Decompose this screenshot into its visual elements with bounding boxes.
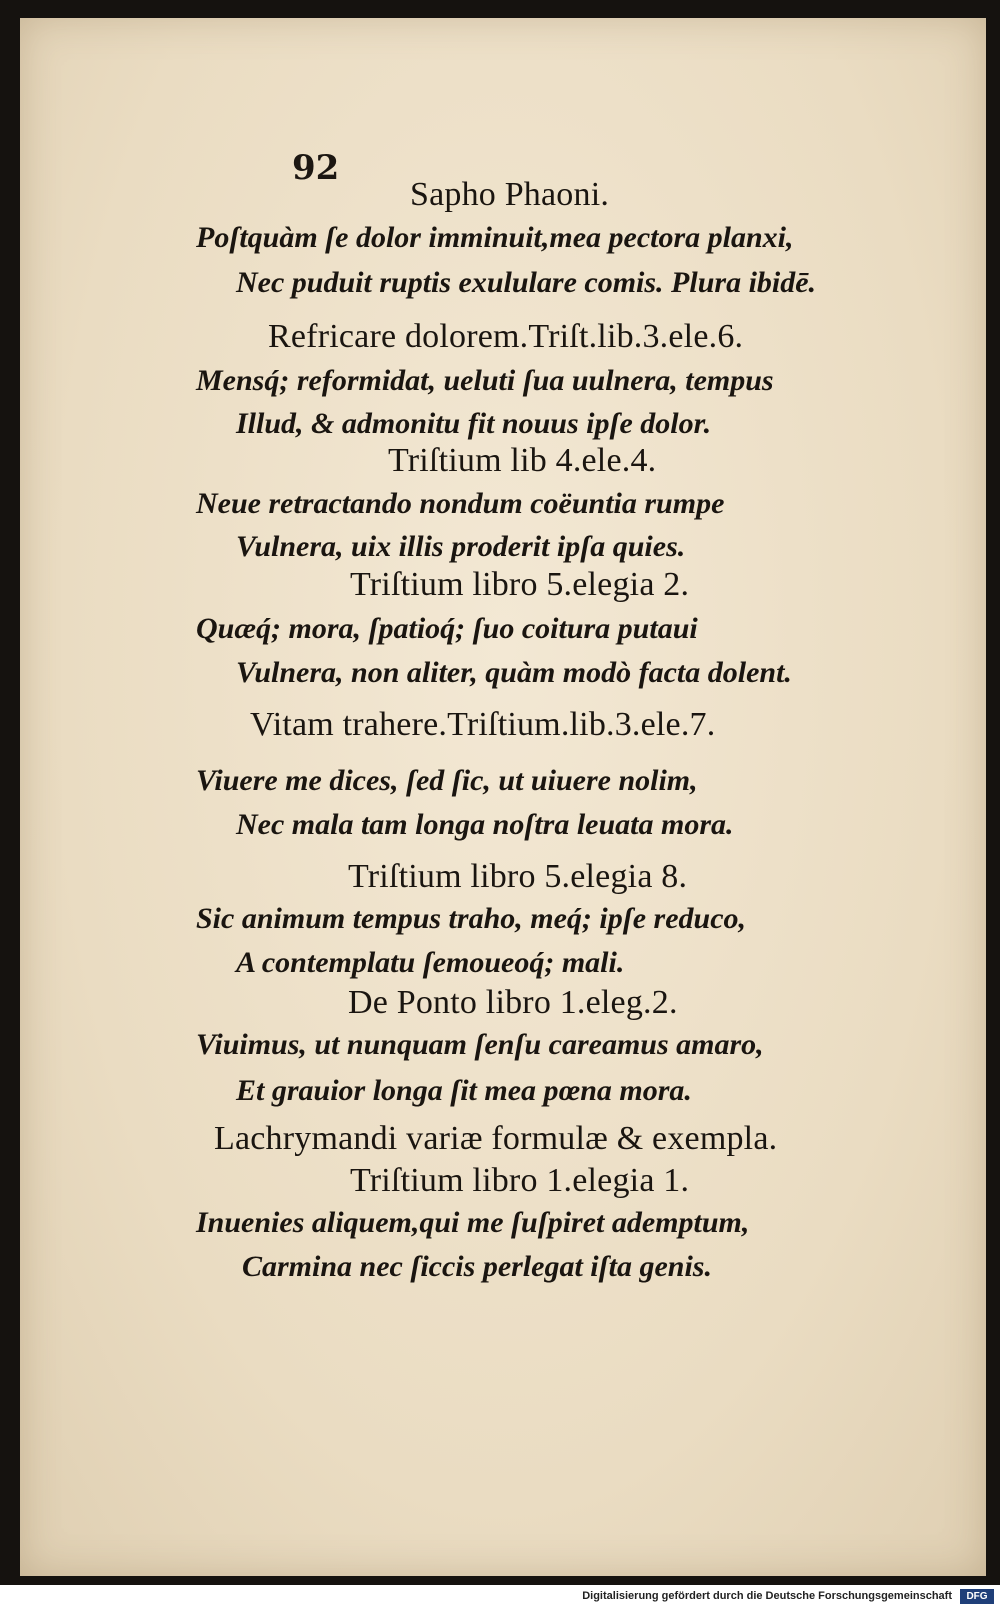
heading-tristium-1-1: Triſtium libro 1.elegia 1. xyxy=(350,1162,690,1199)
verse-line-4: Illud, & admonitu fit nouus ipſe dolor. xyxy=(236,407,712,440)
heading-sapho-phaoni: Sapho Phaoni. xyxy=(410,176,610,213)
verse-line-12: A contemplatu ſemoueoq́; mali. xyxy=(236,946,625,979)
verse-line-9: Viuere me dices, ſed ſic, ut uiuere nolim, xyxy=(196,764,698,797)
verse-line-10: Nec mala tam longa noſtra leuata mora. xyxy=(236,808,734,841)
verse-line-7: Quæq́; mora, ſpatioq́; ſuo coitura putaui xyxy=(196,612,698,645)
verse-line-11: Sic animum tempus traho, meq́; ipſe reduco, xyxy=(196,902,747,935)
verse-line-3: Mensq́; reformidat, ueluti ſua uulnera, tempus xyxy=(196,364,774,397)
heading-tristium-4-4: Triſtium lib 4.ele.4. xyxy=(388,442,657,479)
heading-tristium-5-8: Triſtium libro 5.elegia 8. xyxy=(348,858,688,895)
verse-line-15: Inuenies aliquem,qui me ſuſpiret ademptum, xyxy=(196,1206,750,1239)
verse-line-16: Carmina nec ſiccis perlegat iſta genis. xyxy=(242,1250,712,1283)
funding-credit: Digitalisierung gefördert durch die Deutsche Forschungsgemeinschaft xyxy=(582,1590,952,1602)
heading-de-ponto: De Ponto libro 1.eleg.2. xyxy=(348,984,678,1021)
heading-vitam-trahere: Vitam trahere.Triſtium.lib.3.ele.7. xyxy=(250,706,716,743)
page-paper xyxy=(20,18,986,1576)
dfg-logo: DFG xyxy=(960,1589,994,1604)
verse-line-5: Neue retractando nondum coëuntia rumpe xyxy=(196,487,725,520)
verse-line-6: Vulnera, uix illis proderit ipſa quies. xyxy=(236,530,686,563)
heading-lachrymandi: Lachrymandi variæ formulæ & exempla. xyxy=(214,1120,778,1157)
verse-line-2: Nec puduit ruptis exululare comis. Plura ibidē. xyxy=(236,266,817,299)
page-number: 92 xyxy=(292,148,340,188)
verse-line-8: Vulnera, non aliter, quàm modò facta dolent. xyxy=(236,656,792,689)
verse-line-13: Viuimus, ut nunquam ſenſu careamus amaro, xyxy=(196,1028,764,1061)
verse-line-1: Poſtquàm ſe dolor imminuit,mea pectora planxi, xyxy=(196,221,794,254)
heading-tristium-5-2: Triſtium libro 5.elegia 2. xyxy=(350,566,690,603)
digitization-footer xyxy=(0,1585,1000,1610)
heading-refricare-dolorem: Refricare dolorem.Triſt.lib.3.ele.6. xyxy=(268,318,744,355)
verse-line-14: Et grauior longa ſit mea pœna mora. xyxy=(236,1074,692,1107)
